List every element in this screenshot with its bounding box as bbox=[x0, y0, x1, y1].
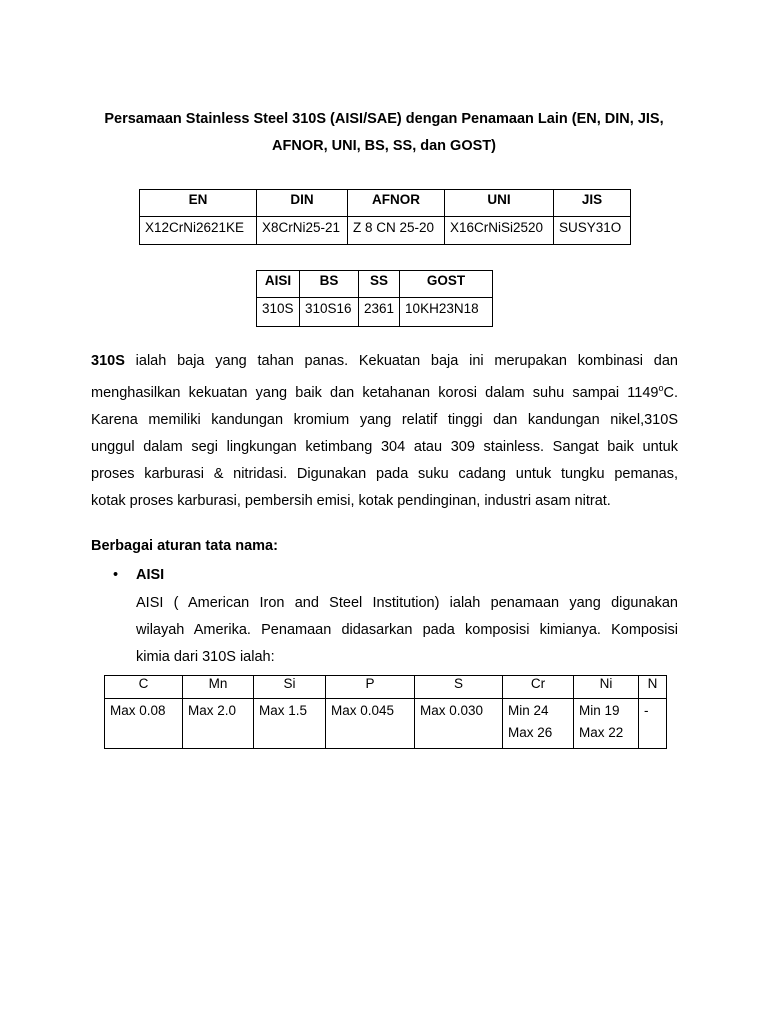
header-gost: GOST bbox=[400, 271, 493, 298]
aisi-line-3: kimia dari 310S ialah: bbox=[136, 649, 275, 665]
table-row bbox=[105, 699, 667, 749]
section-heading: Berbagai aturan tata nama: bbox=[91, 538, 278, 554]
cell-ss: 2361 bbox=[359, 298, 400, 327]
header-aisi: AISI bbox=[257, 271, 300, 298]
header-cr: Cr bbox=[503, 676, 574, 699]
cell-ni-value-2: Max 22 bbox=[579, 725, 624, 740]
bullet-point: • bbox=[113, 567, 119, 583]
cell-c bbox=[105, 699, 183, 749]
cell-din: X8CrNi25-21 bbox=[257, 217, 348, 245]
header-s: S bbox=[415, 676, 503, 699]
cell-n-value: - bbox=[644, 703, 649, 718]
cell-ni bbox=[574, 699, 639, 749]
document-title bbox=[80, 106, 688, 160]
cell-bs: 310S16 bbox=[300, 298, 359, 327]
header-uni: UNI bbox=[445, 190, 554, 217]
cell-cr-value-2: Max 26 bbox=[508, 725, 553, 740]
header-din: DIN bbox=[257, 190, 348, 217]
cell-s-value: Max 0.030 bbox=[420, 703, 484, 718]
cell-n bbox=[639, 699, 667, 749]
intro-bold-lead: 310S bbox=[91, 353, 125, 369]
header-ni: Ni bbox=[574, 676, 639, 699]
equivalents-table-1 bbox=[139, 189, 631, 245]
intro-line-3: Karena memiliki kandungan kromium yang relatif tinggi dan kandungan nikel,310S bbox=[91, 411, 678, 428]
cell-si bbox=[254, 699, 326, 749]
cell-aisi: 310S bbox=[257, 298, 300, 327]
intro-line-1-text: ialah baja yang tahan panas. Kekuatan baja ini merupakan kombinasi dan bbox=[124, 353, 678, 369]
table-header-row bbox=[105, 676, 667, 699]
intro-line-2b: C. bbox=[663, 384, 678, 401]
header-bs: BS bbox=[300, 271, 359, 298]
cell-afnor: Z 8 CN 25-20 bbox=[348, 217, 445, 245]
intro-line-6: kotak proses karburasi, pembersih emisi, kotak pendinginan, industri asam nitrat. bbox=[91, 492, 611, 509]
aisi-paragraph bbox=[136, 590, 678, 671]
cell-jis: SUSY31O bbox=[554, 217, 631, 245]
cell-cr bbox=[503, 699, 574, 749]
bullet-label: AISI bbox=[136, 567, 165, 583]
header-afnor: AFNOR bbox=[348, 190, 445, 217]
cell-c-value: Max 0.08 bbox=[110, 703, 166, 718]
cell-p bbox=[326, 699, 415, 749]
cell-si-value: Max 1.5 bbox=[259, 703, 308, 718]
header-si: Si bbox=[254, 676, 326, 699]
intro-line-2 bbox=[91, 375, 678, 407]
header-p: P bbox=[326, 676, 415, 699]
header-ss: SS bbox=[359, 271, 400, 298]
header-jis: JIS bbox=[554, 190, 631, 217]
composition-table bbox=[104, 675, 667, 749]
intro-paragraph bbox=[91, 348, 678, 515]
cell-ni-value: Min 19 bbox=[579, 703, 620, 718]
cell-en: X12CrNi2621KE bbox=[140, 217, 257, 245]
table-row bbox=[140, 217, 631, 245]
table-header-row bbox=[140, 190, 631, 217]
cell-gost: 10KH23N18 bbox=[400, 298, 493, 327]
cell-uni: X16CrNiSi2520 bbox=[445, 217, 554, 245]
table-header-row bbox=[257, 271, 493, 298]
header-c: C bbox=[105, 676, 183, 699]
table-row bbox=[257, 298, 493, 327]
cell-cr-value: Min 24 bbox=[508, 703, 549, 718]
title-line-1: Persamaan Stainless Steel 310S (AISI/SAE) dengan Penamaan Lain (EN, DIN, JIS, bbox=[104, 111, 664, 127]
title-line-2: AFNOR, UNI, BS, SS, dan GOST) bbox=[272, 138, 496, 154]
intro-line-1 bbox=[91, 348, 678, 375]
cell-s bbox=[415, 699, 503, 749]
header-en: EN bbox=[140, 190, 257, 217]
cell-p-value: Max 0.045 bbox=[331, 703, 395, 718]
header-mn: Mn bbox=[183, 676, 254, 699]
aisi-line-2: wilayah Amerika. Penamaan didasarkan pada komposisi kimianya. Komposisi bbox=[136, 622, 678, 638]
intro-line-2a: menghasilkan kekuatan yang baik dan ketahanan korosi dalam suhu sampai 1149 bbox=[91, 384, 659, 401]
aisi-line-1: AISI ( American Iron and Steel Institution) ialah penamaan yang digunakan bbox=[136, 595, 678, 611]
header-n: N bbox=[639, 676, 667, 699]
equivalents-table-2 bbox=[256, 270, 493, 327]
degree-superscript: o bbox=[658, 383, 664, 393]
intro-line-5: proses karburasi & nitridasi. Digunakan pada suku cadang untuk tungku pemanas, bbox=[91, 465, 678, 482]
cell-mn bbox=[183, 699, 254, 749]
cell-mn-value: Max 2.0 bbox=[188, 703, 237, 718]
intro-line-4: unggul dalam segi lingkungan ketimbang 304 atau 309 stainless. Sangat baik untuk bbox=[91, 438, 678, 455]
